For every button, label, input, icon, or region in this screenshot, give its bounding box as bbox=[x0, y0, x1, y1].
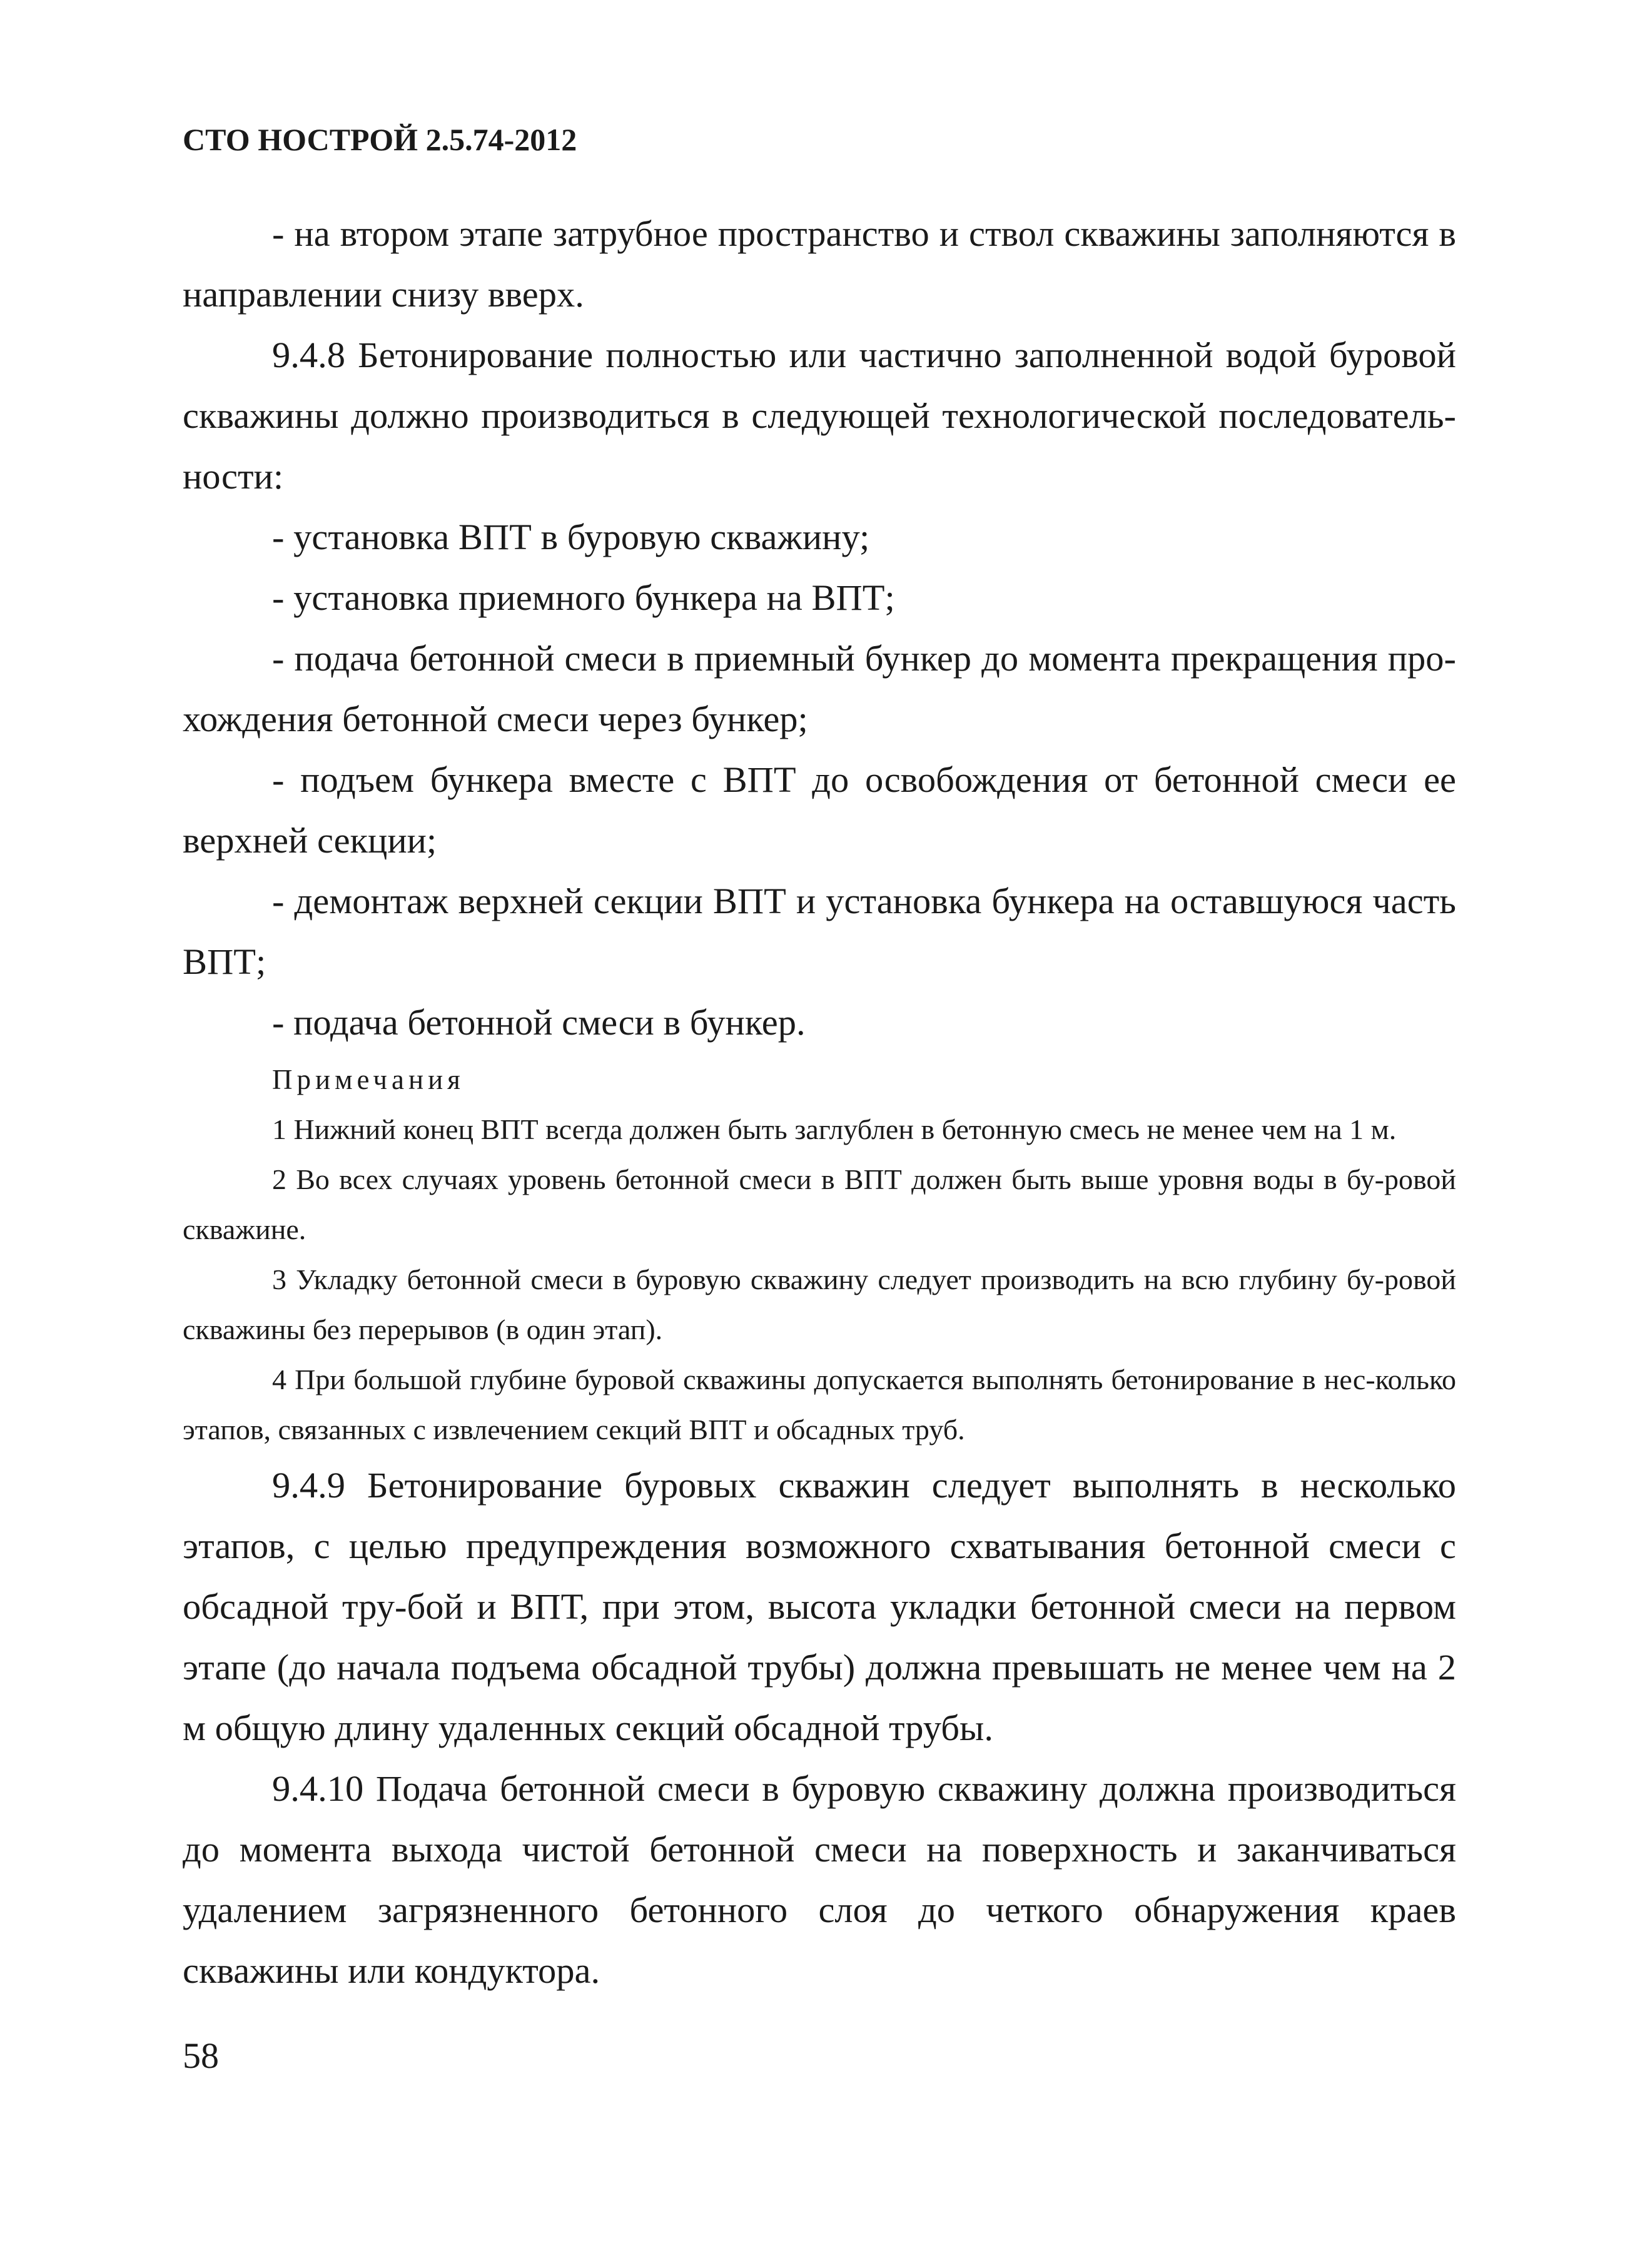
list-item: - установка ВПТ в буровую скважину; bbox=[272, 517, 870, 557]
document-header: СТО НОСТРОЙ 2.5.74-2012 bbox=[183, 122, 577, 157]
notes-title: Примечания bbox=[272, 1064, 465, 1095]
list-item: - подъем бункера вместе с ВПТ до освобождения от бетонной смеси ее верхней секции; bbox=[183, 759, 1456, 861]
list-item: - установка приемного бункера на ВПТ; bbox=[272, 577, 895, 618]
list-item: - подача бетонной смеси в приемный бункер до момента прекращения про-хождения бетонной смеси через бункер; bbox=[183, 638, 1456, 739]
note-item: 4 При большой глубине буровой скважины допускается выполнять бетонирование в нес-колько этапов, связанных с извлечением секций ВПТ и обсадных труб. bbox=[183, 1364, 1456, 1445]
note-item: 1 Нижний конец ВПТ всегда должен быть заглублен в бетонную смесь не менее чем на 1 м. bbox=[272, 1113, 1397, 1145]
note-item: 2 Во всех случаях уровень бетонной смеси в ВПТ должен быть выше уровня воды в бу-ровой скважине. bbox=[183, 1163, 1456, 1245]
list-item: - демонтаж верхней секции ВПТ и установка бункера на оставшуюся часть ВПТ; bbox=[183, 881, 1456, 982]
notes-section bbox=[183, 1055, 1456, 1455]
list-item: - подача бетонной смеси в бункер. bbox=[272, 1002, 806, 1043]
note-item: 3 Укладку бетонной смеси в буровую скважину следует производить на всю глубину бу-ровой скважины без перерывов (в один этап). bbox=[183, 1263, 1456, 1345]
paragraph-9-4-9: 9.4.9 Бетонирование буровых скважин следует выполнять в несколько этапов, с целью предупреждения возможного схватывания бетонной смеси с обсадной тру-бой и ВПТ, при этом, высота укладки бетонной смеси на первом этапе (до начала подъема обсадной трубы) должна превышать не менее чем на 2 м общую длину удаленных секций обсадной трубы. bbox=[183, 1465, 1456, 1748]
page-number: 58 bbox=[183, 2035, 219, 2076]
document-body bbox=[183, 203, 1456, 2001]
paragraph-stage-two: - на втором этапе затрубное пространство и ствол скважины заполняются в направлении снизу вверх. bbox=[183, 213, 1456, 315]
paragraph-9-4-10: 9.4.10 Подача бетонной смеси в буровую скважину должна производиться до момента выхода чистой бетонной смеси на поверхность и заканчиваться удалением загрязненного бетонного слоя до четкого обнаружения краев скважины или кондуктора. bbox=[183, 1768, 1456, 1991]
paragraph-9-4-8: 9.4.8 Бетонирование полностью или частично заполненной водой буровой скважины должно производиться в следующей технологической последователь-ности: bbox=[183, 335, 1456, 497]
